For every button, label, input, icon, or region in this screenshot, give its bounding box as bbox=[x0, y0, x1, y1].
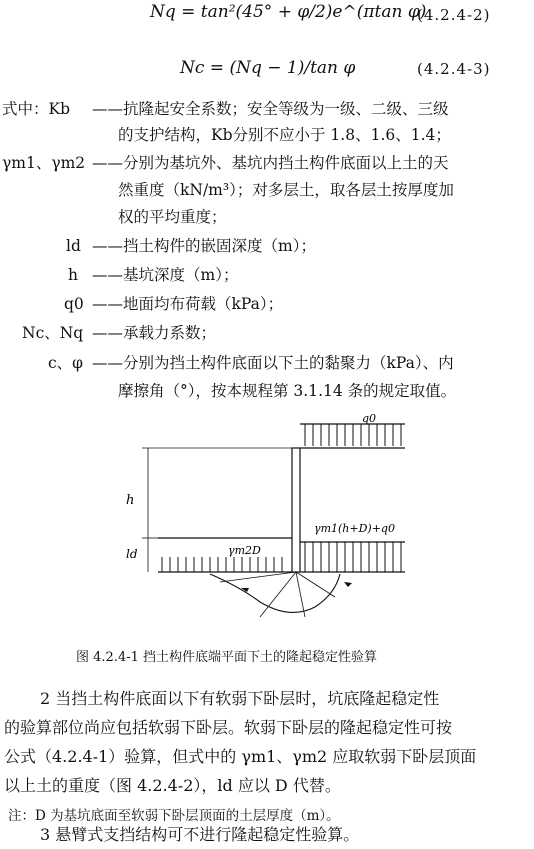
retaining-wall bbox=[292, 448, 300, 572]
item-3: 3 悬臂式支挡结构可不进行隆起稳定性验算。 bbox=[40, 825, 360, 844]
def-q0-text: ——地面均布荷载（kPa）； bbox=[92, 295, 284, 313]
para-line-1: 2 当挡土构件底面以下有软弱下卧层时，坑底隆起稳定性 bbox=[40, 689, 440, 708]
def-nc-symbol: Nc、Nq bbox=[22, 324, 84, 342]
def-gamma-text-3: 权的平均重度； bbox=[118, 208, 227, 226]
outside-arrows bbox=[305, 542, 401, 572]
def-gamma-text: ——分别为基坑外、基坑内挡土构件底面以上土的天 bbox=[92, 154, 449, 172]
failure-arc bbox=[210, 574, 340, 612]
q0-arrows bbox=[305, 424, 401, 446]
para-line-2: 的验算部位尚应包括软弱下卧层。软弱下卧层的隆起稳定性可按 bbox=[4, 718, 453, 737]
formula-nc-number: (4.2.4-3) bbox=[417, 60, 491, 78]
inside-arrows bbox=[162, 557, 282, 572]
q0-label: q0 bbox=[362, 412, 377, 425]
def-kb-text-2: 的支护结构，Kb分别不应小于 1.8、1.6、1.4； bbox=[118, 126, 451, 144]
para-line-3: 公式（4.2.4-1）验算，但式中的 γm1、γm2 应取软弱下卧层顶面 bbox=[4, 747, 477, 766]
def-nc-text: ——承载力系数； bbox=[92, 324, 217, 342]
h-label: h bbox=[126, 493, 135, 508]
def-ld-text: ——挡土构件的嵌固深度（m）； bbox=[92, 237, 316, 255]
formula-nq-number: (4.2.4-2) bbox=[417, 6, 491, 24]
def-c-text-2: 摩擦角（°），按本规程第 3.1.14 条的规定取值。 bbox=[118, 382, 457, 400]
para-line-4: 以上土的重度（图 4.2.4-2），ld 应以 D 代替。 bbox=[4, 776, 341, 795]
def-gamma-symbol: γm1、γm2 bbox=[2, 154, 86, 172]
def-h-symbol: h bbox=[68, 266, 78, 284]
def-h-text: ——基坑深度（m）； bbox=[92, 266, 239, 284]
def-gamma-text-2: 然重度（kN/m³）；对多层土，取各层土按厚度加 bbox=[118, 181, 454, 199]
def-c-text: ——分别为挡土构件底面以下土的黏聚力（kPa）、内 bbox=[92, 354, 454, 372]
inside-label: γm2D bbox=[228, 544, 261, 557]
uplift-figure bbox=[100, 412, 430, 627]
def-ld-symbol: ld bbox=[66, 237, 81, 255]
outside-label: γm1(h+D)+q0 bbox=[314, 522, 395, 535]
def-kb-symbol: 式中：Kb bbox=[2, 100, 71, 118]
figure-caption: 图 4.2.4-1 挡土构件底端平面下土的隆起稳定性验算 bbox=[76, 650, 378, 665]
def-c-symbol: c、φ bbox=[48, 354, 84, 372]
formula-nq: Nq = tan²(45° + φ/2)e^(πtan φ) bbox=[150, 2, 427, 22]
def-q0-symbol: q0 bbox=[64, 295, 84, 313]
ld-label: ld bbox=[126, 547, 138, 561]
formula-nc: Nc = (Nq − 1)/tan φ bbox=[180, 58, 356, 78]
note: 注：D 为基坑底面至软弱下卧层顶面的土层厚度（m）。 bbox=[8, 808, 340, 824]
def-kb-text: ——抗隆起安全系数；安全等级为一级、二级、三级 bbox=[92, 100, 449, 118]
